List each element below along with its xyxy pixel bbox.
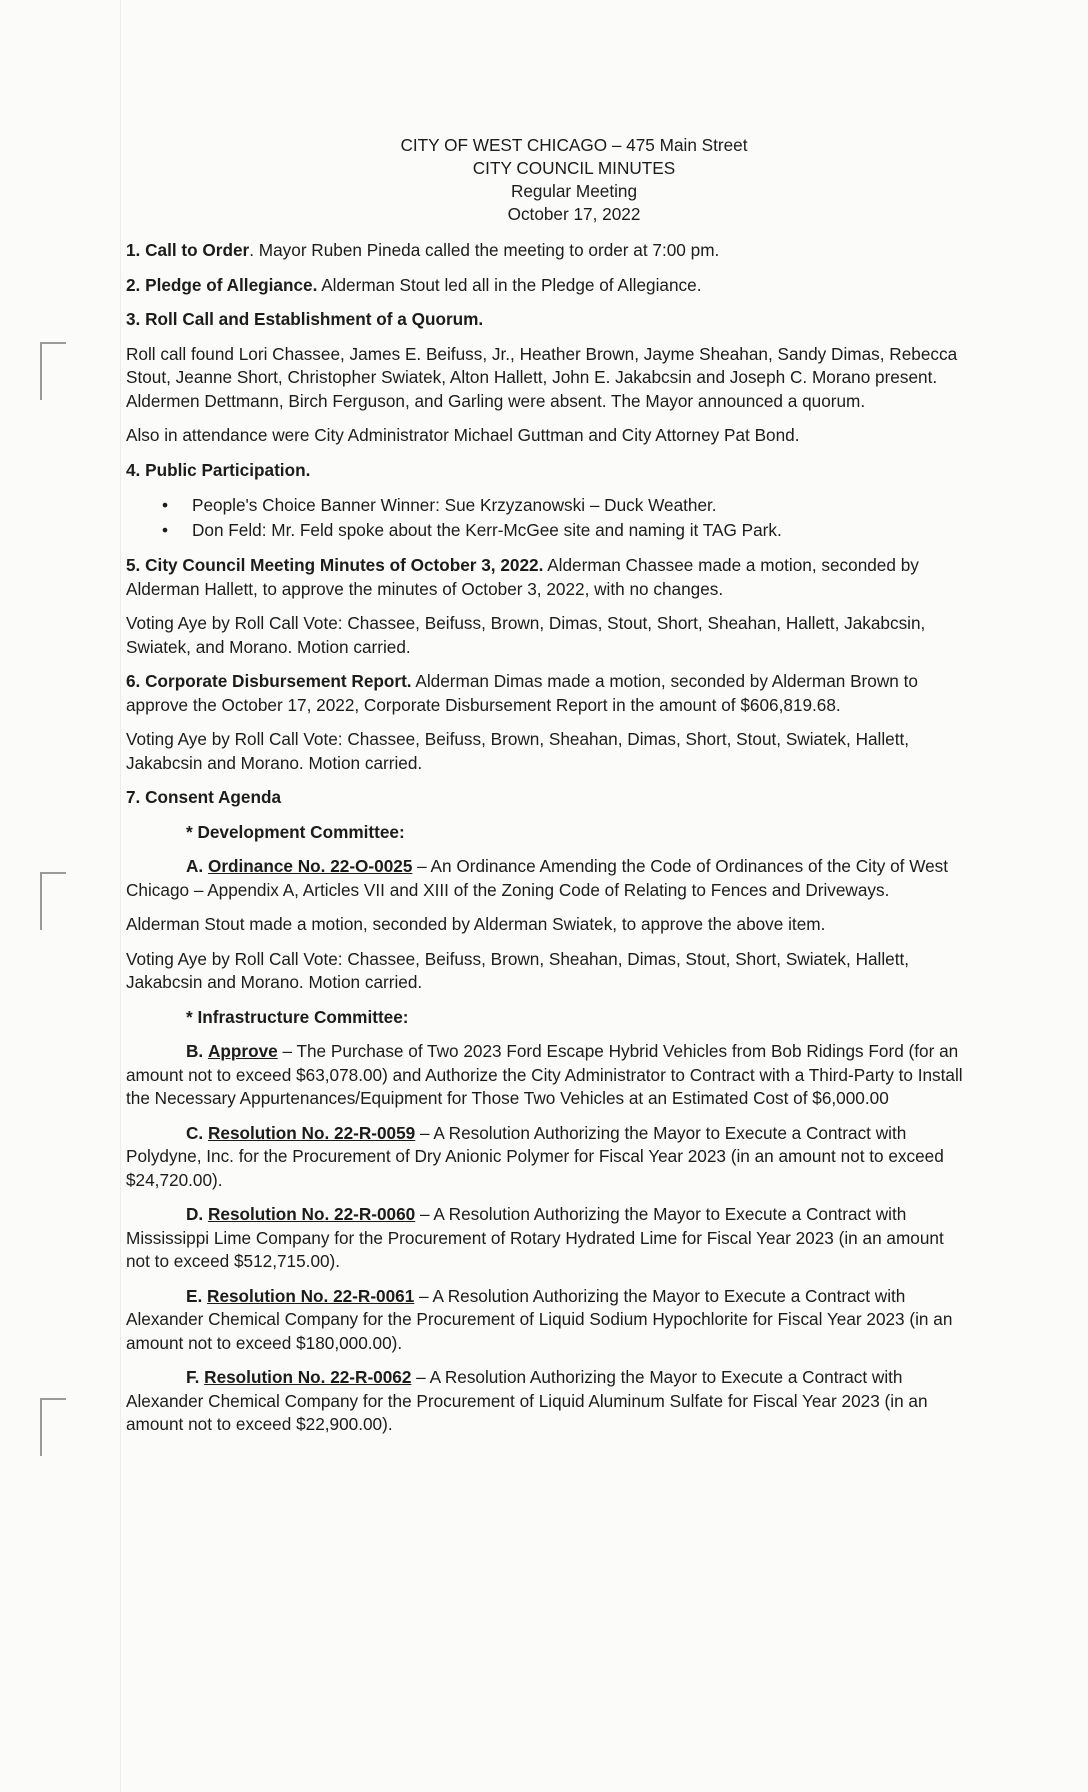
item-letter: A. bbox=[186, 856, 204, 876]
section-roll-call-heading bbox=[126, 308, 972, 332]
item-reference: Resolution No. 22-R-0059 bbox=[207, 1122, 416, 1143]
section-title: Corporate Disbursement Report. bbox=[145, 671, 412, 691]
agenda-item-f bbox=[126, 1366, 972, 1437]
agenda-item-d bbox=[126, 1203, 972, 1274]
item-letter: E. bbox=[186, 1285, 203, 1306]
section-number: 1. bbox=[126, 240, 141, 260]
agenda-item-c bbox=[126, 1122, 972, 1193]
section-number: 7. bbox=[126, 787, 141, 807]
section-title: Roll Call and Establishment of a Quorum. bbox=[145, 309, 484, 329]
section-minutes-approval bbox=[126, 554, 972, 601]
item-text: – A Resolution Authorizing the Mayor to Execute a Contract with Alexander Chemical Company for the Procurement of Liquid Aluminum Sulfate for Fiscal Year 2023 (in an amount not to exceed $22,900.00). bbox=[126, 1367, 928, 1434]
section-title: Public Participation. bbox=[145, 459, 311, 480]
section-text: Alderman Chassee made a motion, seconded by Alderman Hallett, to approve the minutes of October 3, 2022, with no changes. bbox=[126, 555, 919, 599]
vote-paragraph: Voting Aye by Roll Call Vote: Chassee, Beifuss, Brown, Sheahan, Dimas, Short, Stout, Swiatek, Hallett, Jakabcsin and Morano. Motion carried. bbox=[126, 729, 910, 773]
header-meeting-type: Regular Meeting bbox=[510, 181, 638, 201]
agenda-item-a bbox=[126, 855, 972, 902]
item-reference: Resolution No. 22-R-0061 bbox=[207, 1285, 415, 1306]
agenda-item-b bbox=[126, 1040, 972, 1111]
public-participation-list bbox=[126, 493, 972, 543]
item-reference: Resolution No. 22-R-0060 bbox=[207, 1204, 416, 1224]
bullet-icon: • bbox=[162, 520, 169, 540]
binder-mark bbox=[40, 872, 66, 930]
list-item bbox=[126, 493, 972, 518]
agenda-item-e bbox=[126, 1285, 972, 1356]
item-text: – The Purchase of Two 2023 Ford Escape Hybrid Vehicles from Bob Ridings Ford (for an amount not to exceed $63,078.00) and Authorize the City Administrator to Contract with a Third-Party to Install the Necessary Appurtenances/Equipment for Those Two Vehicles at an Estimated Cost of $6,000.00 bbox=[126, 1041, 963, 1108]
section-number: 5. bbox=[126, 555, 141, 575]
section-public-participation-heading bbox=[126, 459, 972, 483]
bullet-icon: • bbox=[162, 495, 169, 515]
roll-call-paragraph: Roll call found Lori Chassee, James E. Beifuss, Jr., Heather Brown, Jayme Sheahan, Sandy Dimas, Rebecca Stout, Jeanne Short, Christopher Swiatek, Alton Hallett, John E. Jakabcsin and Joseph C. Morano present. Aldermen Dettmann, Birch Ferguson, and Garling were absent. The Mayor announced a quorum. bbox=[126, 343, 958, 411]
header-date: October 17, 2022 bbox=[507, 204, 641, 224]
list-item-text: People's Choice Banner Winner: Sue Krzyzanowski – Duck Weather. bbox=[192, 495, 717, 515]
section-number: 3. bbox=[126, 309, 141, 329]
vote-paragraph: Voting Aye by Roll Call Vote: Chassee, Beifuss, Brown, Sheahan, Dimas, Stout, Short, Swiatek, Hallett, Jakabcsin and Morano. Motion carried. bbox=[126, 948, 910, 992]
binder-mark bbox=[40, 342, 66, 400]
item-text: – An Ordinance Amending the Code of Ordinances of the City of West Chicago – Appendix A, Articles VII and XIII of the Zoning Code of Relating to Fences and Driveways. bbox=[126, 856, 949, 900]
item-letter: D. bbox=[186, 1204, 204, 1224]
item-text: – A Resolution Authorizing the Mayor to Execute a Contract with Alexander Chemical Company for the Procurement of Liquid Sodium Hypochlorite for Fiscal Year 2023 (in an amount not to exceed $180,000.00). bbox=[126, 1285, 953, 1353]
section-title: Call to Order bbox=[145, 240, 250, 260]
header-city-address: CITY OF WEST CHICAGO – 475 Main Street bbox=[400, 135, 748, 155]
section-title: Pledge of Allegiance. bbox=[145, 274, 318, 295]
section-title: City Council Meeting Minutes of October 3, 2022. bbox=[145, 555, 544, 575]
section-number: 6. bbox=[126, 671, 141, 691]
item-reference: Ordinance No. 22-O-0025 bbox=[207, 856, 413, 876]
item-letter: B. bbox=[186, 1041, 204, 1061]
document-header bbox=[176, 134, 972, 226]
section-text: Alderman Stout led all in the Pledge of Allegiance. bbox=[317, 274, 702, 295]
item-text: – A Resolution Authorizing the Mayor to Execute a Contract with Polydyne, Inc. for the Procurement of Dry Anionic Polymer for Fiscal Year 2023 (in an amount not to exceed $24,720.00). bbox=[126, 1122, 944, 1190]
section-text: Alderman Dimas made a motion, seconded by Alderman Brown to approve the October 17, 2022, Corporate Disbursement Report in the amount of $606,819.68. bbox=[126, 671, 918, 715]
item-reference: Approve bbox=[207, 1041, 278, 1061]
list-item-text: Don Feld: Mr. Feld spoke about the Kerr-McGee site and naming it TAG Park. bbox=[192, 520, 782, 540]
item-text: – A Resolution Authorizing the Mayor to Execute a Contract with Mississippi Lime Company for the Procurement of Rotary Hydrated Lime for Fiscal Year 2023 (in an amount not to exceed $512,715.00). bbox=[126, 1204, 944, 1271]
section-call-to-order bbox=[126, 239, 972, 263]
infrastructure-committee-heading: * Infrastructure Committee: bbox=[186, 1006, 409, 1027]
list-item bbox=[126, 518, 972, 543]
section-consent-agenda-heading bbox=[126, 786, 972, 810]
header-title: CITY COUNCIL MINUTES bbox=[472, 158, 676, 178]
section-number: 4. bbox=[126, 459, 141, 480]
section-number: 2. bbox=[126, 274, 141, 295]
page-edge-line bbox=[120, 0, 121, 1792]
section-pledge bbox=[126, 274, 972, 298]
section-text: . Mayor Ruben Pineda called the meeting to order at 7:00 pm. bbox=[249, 240, 720, 260]
binder-mark bbox=[40, 1398, 66, 1456]
section-title: Consent Agenda bbox=[145, 787, 282, 807]
item-reference: Resolution No. 22-R-0062 bbox=[204, 1367, 412, 1387]
section-disbursement-report bbox=[126, 670, 972, 717]
item-letter: C. bbox=[186, 1122, 204, 1143]
item-letter: F. bbox=[186, 1367, 200, 1387]
vote-paragraph: Voting Aye by Roll Call Vote: Chassee, Beifuss, Brown, Dimas, Stout, Short, Sheahan, Hallett, Jakabcsin, Swiatek, and Morano. Motion carried. bbox=[126, 613, 926, 657]
attendance-paragraph: Also in attendance were City Administrator Michael Guttman and City Attorney Pat Bond. bbox=[126, 425, 800, 445]
motion-paragraph: Alderman Stout made a motion, seconded by Alderman Swiatek, to approve the above item. bbox=[126, 914, 826, 934]
minutes-document bbox=[126, 134, 972, 1448]
development-committee-heading: * Development Committee: bbox=[186, 821, 405, 842]
